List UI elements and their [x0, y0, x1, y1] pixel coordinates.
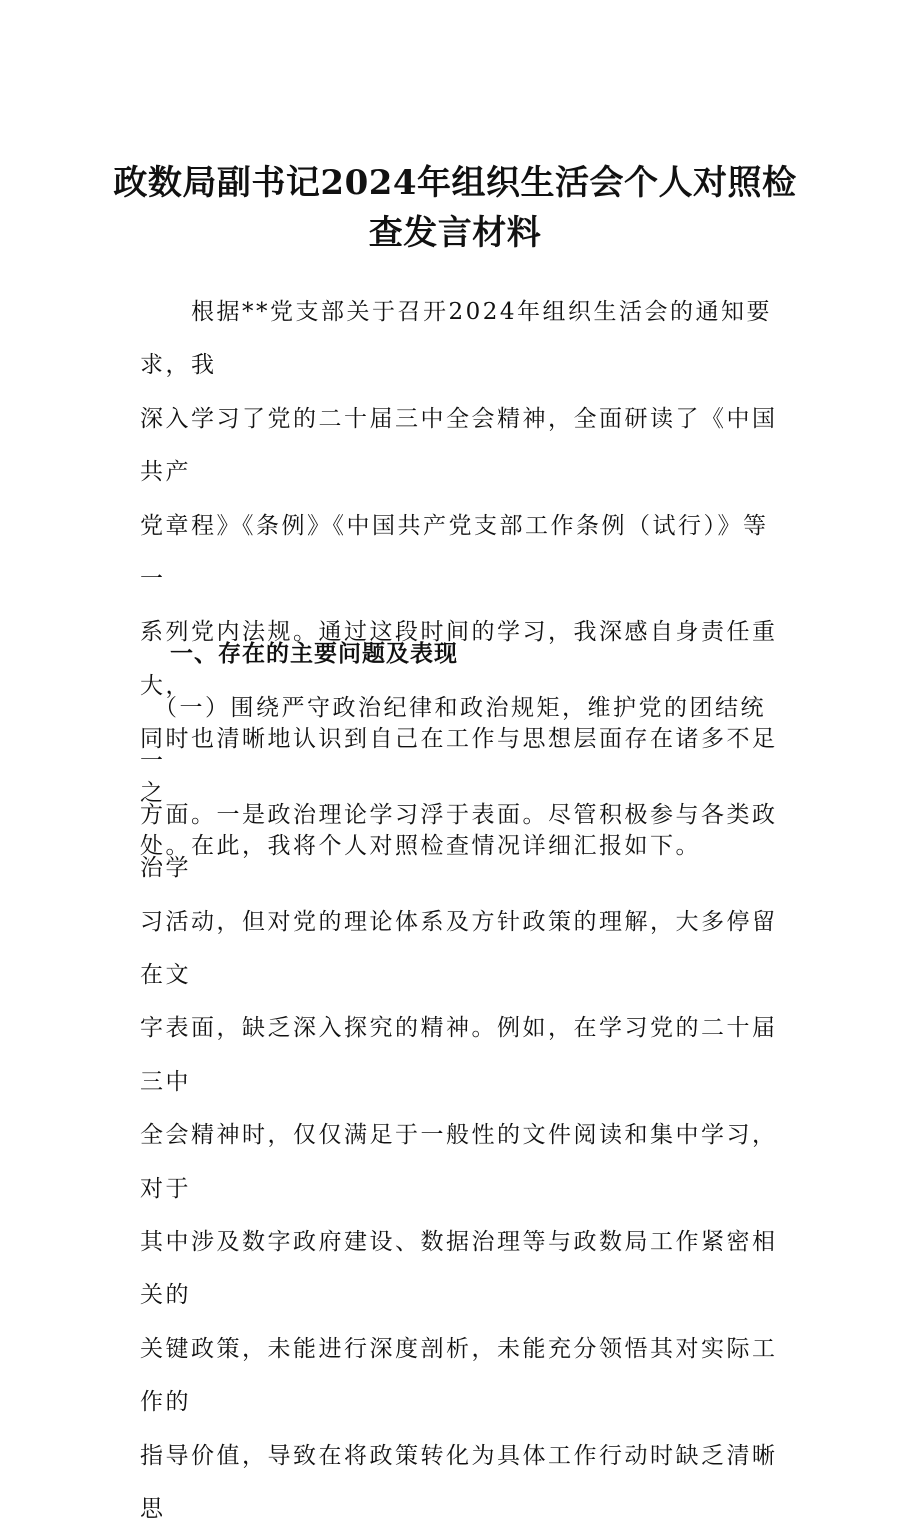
section-heading-1: 一、存在的主要问题及表现: [170, 641, 458, 667]
document-title: 政数局副书记2024年组织生活会个人对照检 查发言材料: [113, 163, 797, 253]
subsection-paragraph-1: （一）围绕严守政治纪律和政治规矩，维护党的团结统一 方面。一是政治理论学习浮于表面。尽管积极参与各类政治学 习活动，但对党的理论体系及方针政策的理解，大多停留在文 字表面，缺乏深入探究的精神。例如，在学习党的二十届三中 全会精神时，仅仅满足于一般性的文件阅读和集中学习，对于 其中涉及数字政府建设、数据治理等与政数局工作紧密相关的 关键政策，未能进行深度剖析，未能充分领悟其对实际工作的 指导价值，导致在将政策转化为具体工作行动时缺乏清晰思: [140, 695, 778, 1523]
intro-paragraph: 根据**党支部关于召开2024年组织生活会的通知要求，我 深入学习了党的二十届三中全会精神，全面研读了《中国共产 党章程》《条例》《中国共产党支部工作条例（试行）》等一 系列党内法规。通过这段时间的学习，我深感自身责任重大， 同时也清晰地认识到自己在工作与思想层面存在诸多不足之 处。在此，我将个人对照检查情况详细汇报如下。: [140, 299, 778, 860]
